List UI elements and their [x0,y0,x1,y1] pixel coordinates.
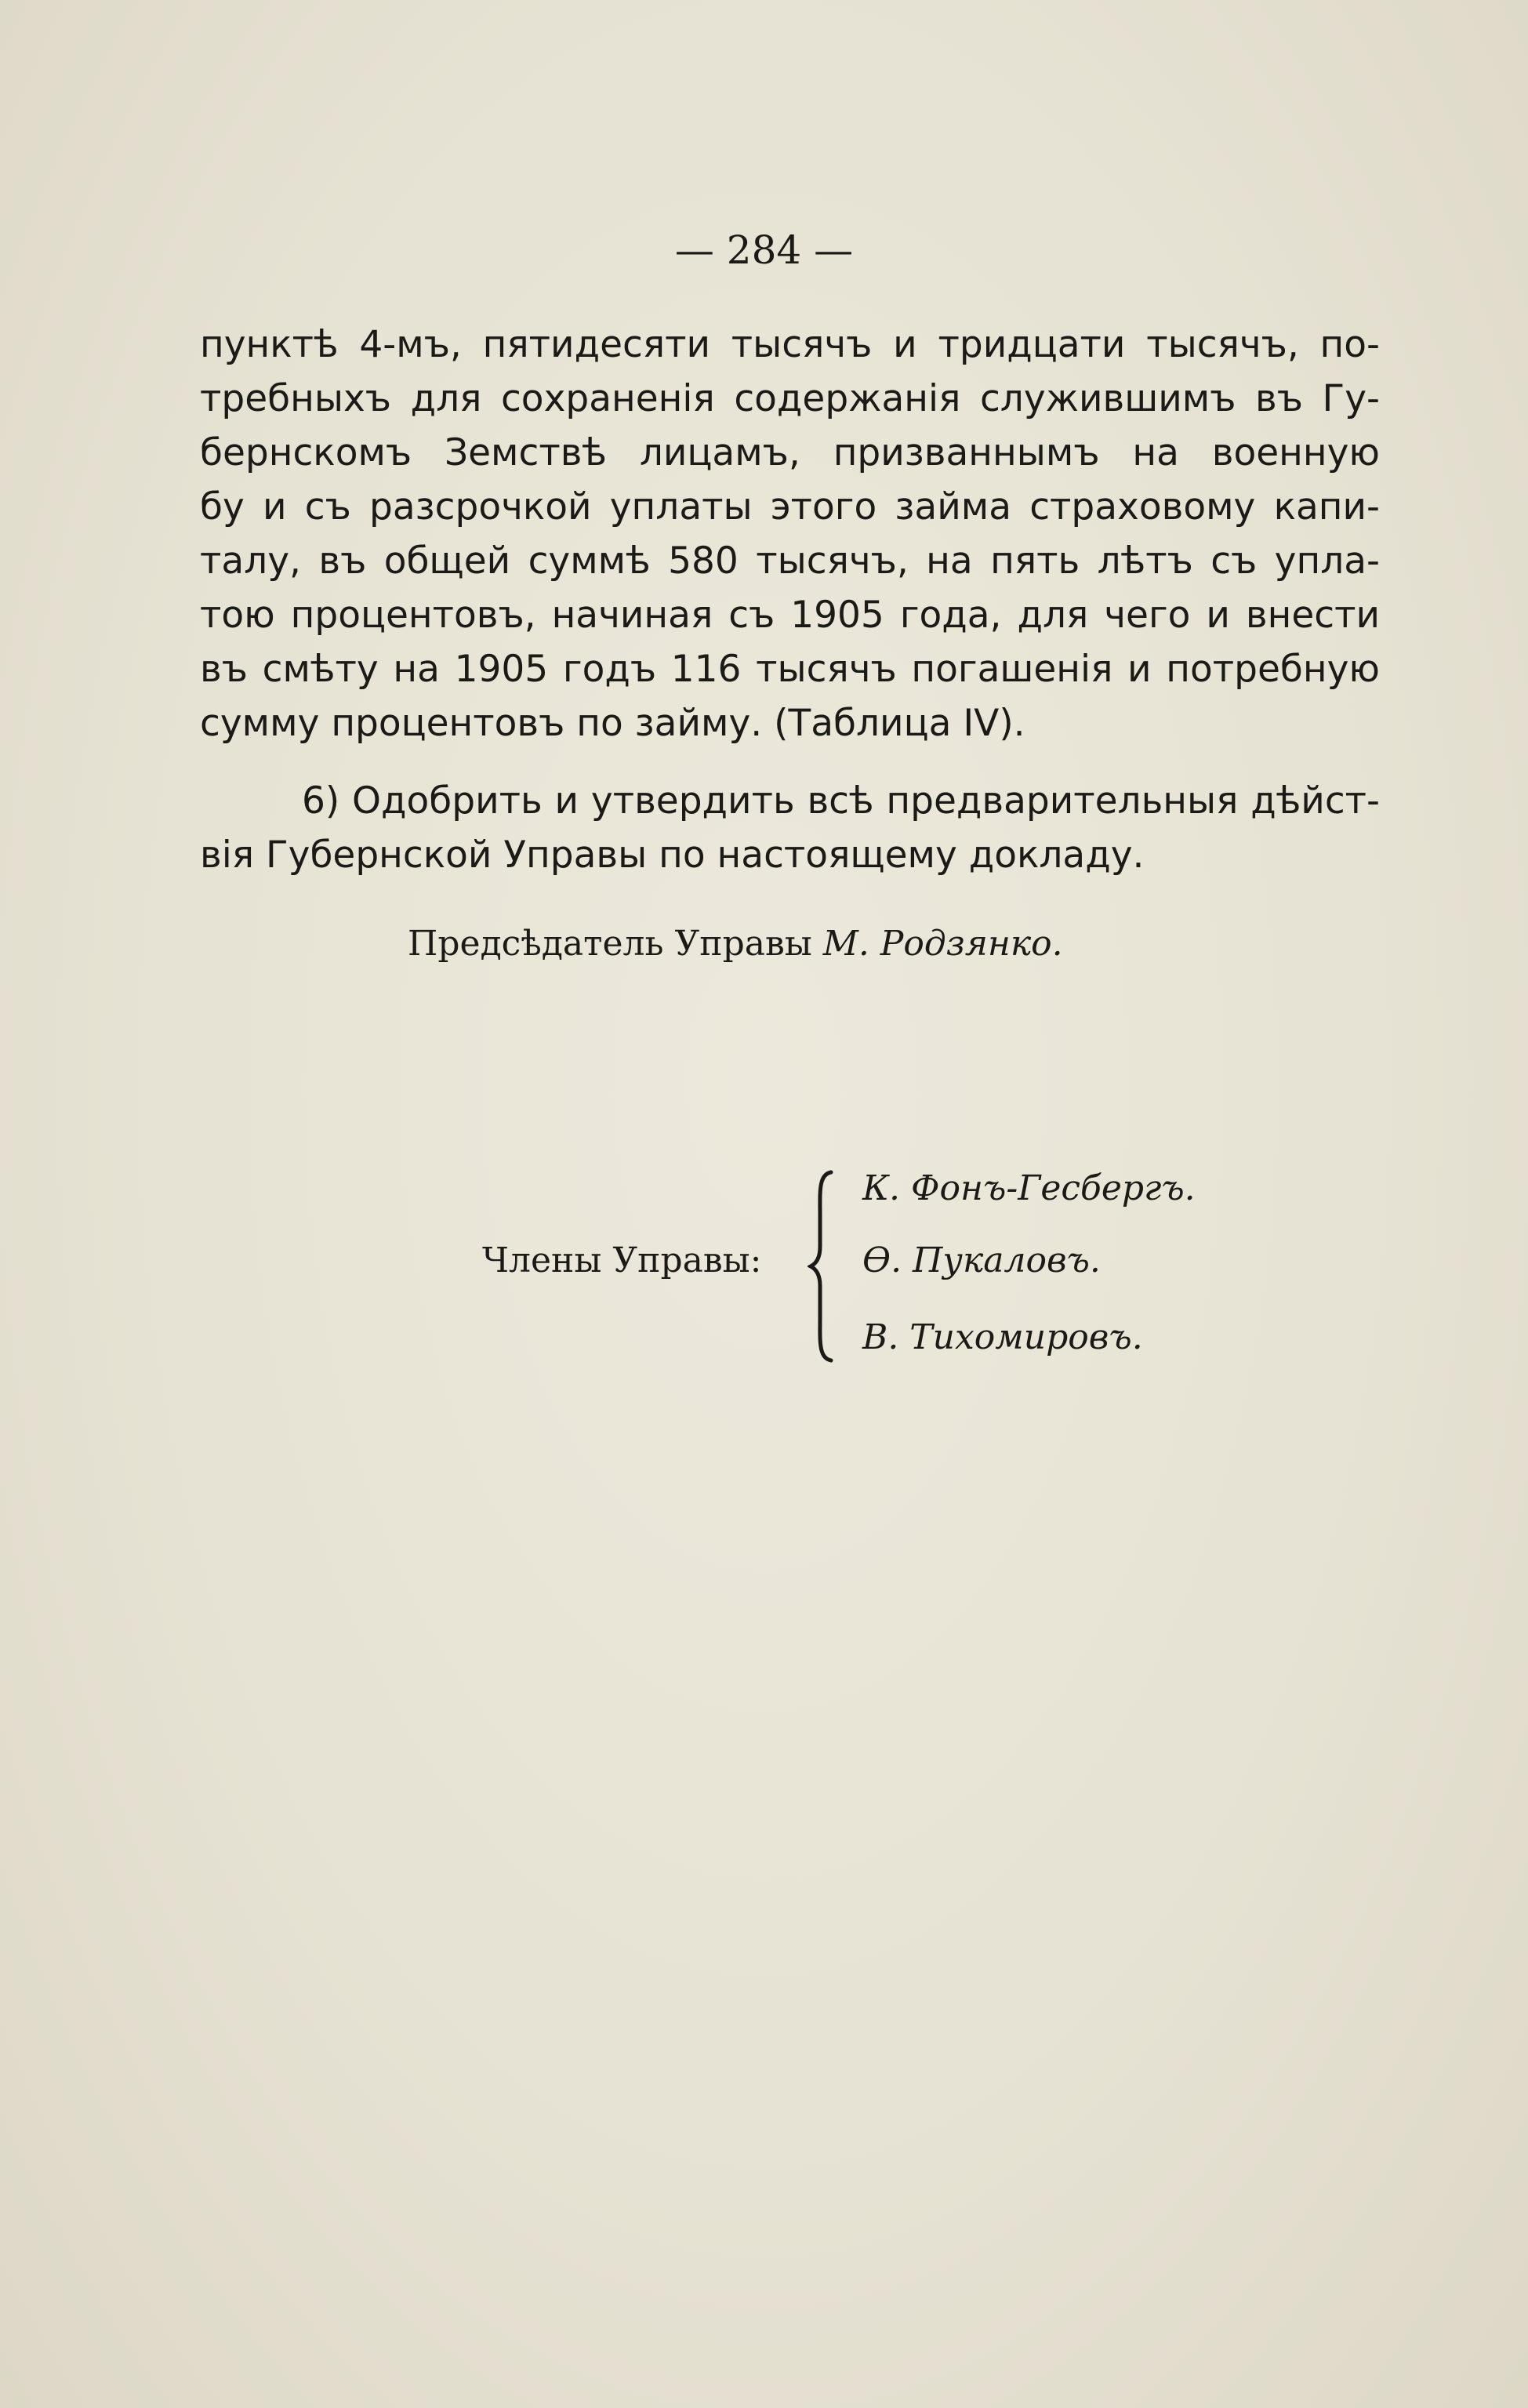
body-text [200,318,1380,882]
members-label: Члены Управы: [482,1240,762,1280]
text-line: тою процентовъ, начиная съ 1905 года, для чего и внести [200,594,1380,637]
member-name: К. Фонъ-Гесбергъ. [862,1168,1196,1208]
text-line: талу, въ общей суммѣ 580 тысячъ, на пять лѣтъ съ упла- [200,539,1380,583]
text-line: требныхъ для сохраненія содержанія служившимъ въ Гу- [200,377,1380,420]
chairman-title: Предсѣдатель Управы [408,924,812,964]
text-line: въ смѣту на 1905 годъ 116 тысячъ погашенія и потребную [200,648,1380,691]
chairman-signature [408,924,1063,964]
member-name: Ѳ. Пукаловъ. [862,1240,1101,1280]
chairman-name: М. Родзянко. [822,924,1063,964]
text-line: вія Губернской Управы по настоящему докладу. [200,834,1145,877]
text-line: бернскомъ Земствѣ лицамъ, призваннымъ на военную [200,431,1380,474]
member-name: В. Тихомировъ. [862,1317,1143,1357]
text-line: бу и съ разсрочкой уплаты этого займа страховому капи- [200,485,1380,528]
text-line: 6) Одобрить и утвердить всѣ предварительныя дѣйст- [302,779,1380,823]
text-line: сумму процентовъ по займу. (Таблица IV). [200,702,1025,745]
paragraph-2 [200,774,1380,882]
paragraph-1 [200,318,1380,750]
page-number: — 284 — [674,227,854,273]
text-line: пунктѣ 4-мъ, пятидесяти тысячъ и тридцати тысячъ, по- [200,323,1380,366]
curly-brace-icon [808,1168,839,1364]
